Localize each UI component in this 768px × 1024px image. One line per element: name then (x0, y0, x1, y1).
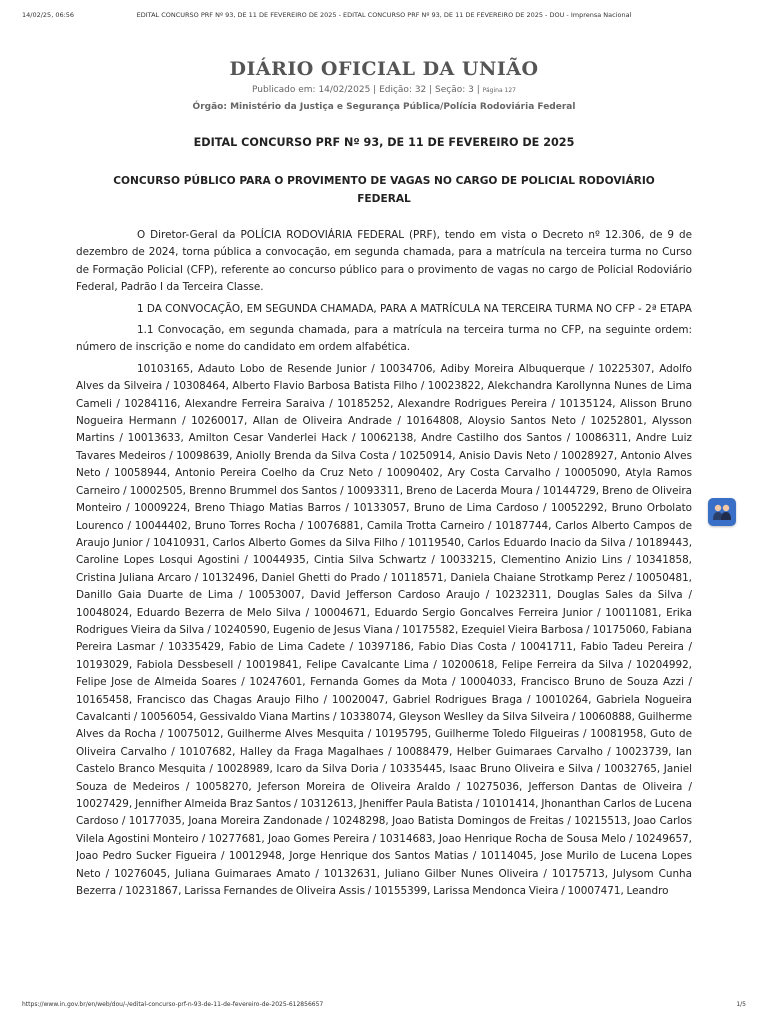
issuing-body-label: Órgão: (192, 102, 227, 112)
document-title: EDITAL CONCURSO PRF Nº 93, DE 11 DE FEVEREIRO DE 2025 (193, 136, 575, 149)
masthead (0, 56, 768, 113)
page-counter: 1/5 (736, 1001, 746, 1008)
print-datetime: 14/02/25, 06:56 (22, 11, 75, 19)
section-heading-paragraph: 1 DA CONVOCAÇÃO, EM SEGUNDA CHAMADA, PARA A MATRÍCULA NA TERCEIRA TURMA NO CFP - 2ª ETAPA (137, 302, 692, 315)
page-number-info: Página 127 (482, 87, 516, 94)
candidate-list: 10103165, Adauto Lobo de Resende Junior / 10034706, Adiby Moreira Albuquerque / 10225307, Adolfo Alves da Silveira / 10308464, Alberto Flavio Barbosa Batista Filho / 10023822, Alekchandra Karollynna Nunes de Lima Cameli / 10284116, Alexandre Ferreira Saraiva / 10185252, Alexandre Rodrigues Pereira / 10135124, Alisson Bruno Nogueira Hermann / 10260017, Allan de Oliveira Andrade / 10164808, Aloysio Santos Neto / 10252801, Alysson Martins / 10013633, Amilton Cesar Vanderlei Hack / 10062138, Andre Castilho dos Santos / 10086311, Andre Luiz Tavares Medeiros / 10098639, Aniolly Brenda da Silva Costa / 10250914, Anisio Davis Neto / 10028927, Antonio Alves Neto / 10058944, Antonio Pereira Coelho da Cruz Neto / 10090402, Ary Costa Carvalho / 10005090, Atyla Ramos Carneiro / 10002505, Brenno Brummel dos Santos / 10093311, Breno de Lacerda Moura / 10144729, Breno de Oliveira Monteiro / 10009224, Breno Thiago Matias Barros / 10133057, Bruno de Lima Cardoso / 10052292, Bruno Orbolato Lourenco / 10044402, Bruno Torres Rocha / 10076881, Camila Trotta Carneiro / 10187744, Carlos Alberto Campos de Araujo Junior / 10410931, Carlos Alberto Gomes da Silva Filho / 10119540, Carlos Eduardo Inacio da Silva / 10189443, Caroline Lopes Losqui Agostini / 10044935, Cintia Silva Schwartz / 10033215, Clementino Anizio Lins / 10341858, Cristina Juliana Arcaro / 10132496, Daniel Ghetti do Prado / 10118571, Daniela Chaiane Strotkamp Perez / 10050481, Danillo Gaia Duarte de Lima / 10053007, David Jefferson Cardoso Araujo / 10232311, Douglas Sales da Silva / 10048024, Eduardo Bezerra de Melo Silva / 10004671, Eduardo Sergio Goncalves Ferreira Junior / 10011081, Erika Rodrigues Vieira da Silva / 10240590, Eugenio de Jesus Viana / 10175582, Ezequiel Vieira Barbosa / 10175060, Fabiana Pereira Lasmar / 10335429, Fabio de Lima Cadete / 10397186, Fabio Dias Costa / 10041711, Fabio Tadeu Pereira / 10193029, Fabiola Dessbesell / 10019841, Felipe Cavalcante Lima / 10200618, Felipe Ferreira da Silva / 10204992, Felipe Jose de Almeida Soares / 10247601, Fernanda Gomes da Mota / 10004033, Francisco Bruno de Souza Azzi / 10165458, Francisco das Chagas Araujo Filho / 10020047, Gabriel Rodrigues Braga / 10010264, Gabriela Nogueira Cavalcanti / 10056054, Gessivaldo Viana Martins / 10338074, Gleyson Weslley da Silva Silveira / 10060888, Guilherme Alves da Rocha / 10075012, Guilherme Alves Mesquita / 10195795, Guilherme Toledo Filgueiras / 10081958, Guto de Oliveira Carvalho / 10107682, Halley da Fraga Magalhaes / 10088479, Helber Guimaraes Carvalho / 10023739, Ian Castelo Branco Mesquita / 10028989, Icaro da Silva Doria / 10335445, Isaac Bruno Oliveira e Silva / 10032765, Janiel Souza de Medeiros / 10058270, Jeferson Moreira de Oliveira Araldo / 10275036, Jefferson Dantas de Oliveira / 10027429, Jennifher Almeida Braz Santos / 10312613, Jheniffer Paula Batista / 10101414, Jhonanthan Carlos de Lucena Cardoso / 10177035, Joana Moreira Zandonade / 10248298, Joao Batista Domingos de Freitas / 10215513, Joao Carlos Vilela Agostini Monteiro / 10277681, Joao Gomes Pereira / 10314683, Joao Henrique Rocha de Sousa Melo / 10249657, Joao Pedro Sucker Figueira / 10012948, Jorge Henrique dos Santos Matias / 10114045, Jose Murilo de Lucena Lopes Neto / 10276045, Juliana Guimaraes Amato / 10132631, Juliano Gilber Nunes Oliveira / 10175713, Julysom Cunha Bezerra / 10231867, Larissa Fernandes de Oliveira Assis / 10155399, Larissa Mendonca Vieira / 10007471, Leandro (76, 362, 692, 898)
convocation-paragraph: 1.1 Convocação, em segunda chamada, para a matrícula na terceira turma no CFP, na seguinte ordem: número de inscrição e nome do candidato em ordem alfabética. (76, 324, 692, 354)
document-subtitle: CONCURSO PÚBLICO PARA O PROVIMENTO DE VAGAS NO CARGO DE POLICIAL RODOVIÁRIO FEDERAL (113, 175, 655, 205)
print-page-title: EDITAL CONCURSO PRF Nº 93, DE 11 DE FEVEREIRO DE 2025 - EDITAL CONCURSO PRF Nº 93, DE 11 DE FEVEREIRO DE 2025 - DOU - Imprensa Nacional (136, 11, 632, 19)
document-body (76, 227, 692, 975)
intro-paragraph: O Diretor-Geral da POLÍCIA RODOVIÁRIA FEDERAL (PRF), tendo em vista o Decreto nº 12.306, de 9 de dezembro de 2024, torna pública a convocação, em segunda chamada, para a matrícula na terceira turma no Curso de Formação Policial (CFP), referente ao concurso público para o provimento de vagas no cargo de Policial Rodoviário Federal, Padrão I da Terceira Classe. (76, 229, 692, 294)
accessibility-widget-button[interactable] (708, 498, 736, 526)
print-header (22, 11, 746, 23)
print-footer (22, 1001, 746, 1013)
people-icon (708, 498, 736, 526)
publication-details: Publicado em: 14/02/2025 | Edição: 32 | Seção: 3 | (252, 85, 483, 95)
page-url: https://www.in.gov.br/en/web/dou/-/edital-concurso-prf-n-93-de-11-de-fevereiro-de-2025-612856657 (22, 1001, 324, 1008)
publication-info (0, 84, 768, 97)
issuing-body (0, 101, 768, 113)
issuing-body-value: Ministério da Justiça e Segurança Pública/Polícia Rodoviária Federal (226, 102, 576, 112)
newspaper-brand: DIÁRIO OFICIAL DA UNIÃO (229, 58, 539, 80)
